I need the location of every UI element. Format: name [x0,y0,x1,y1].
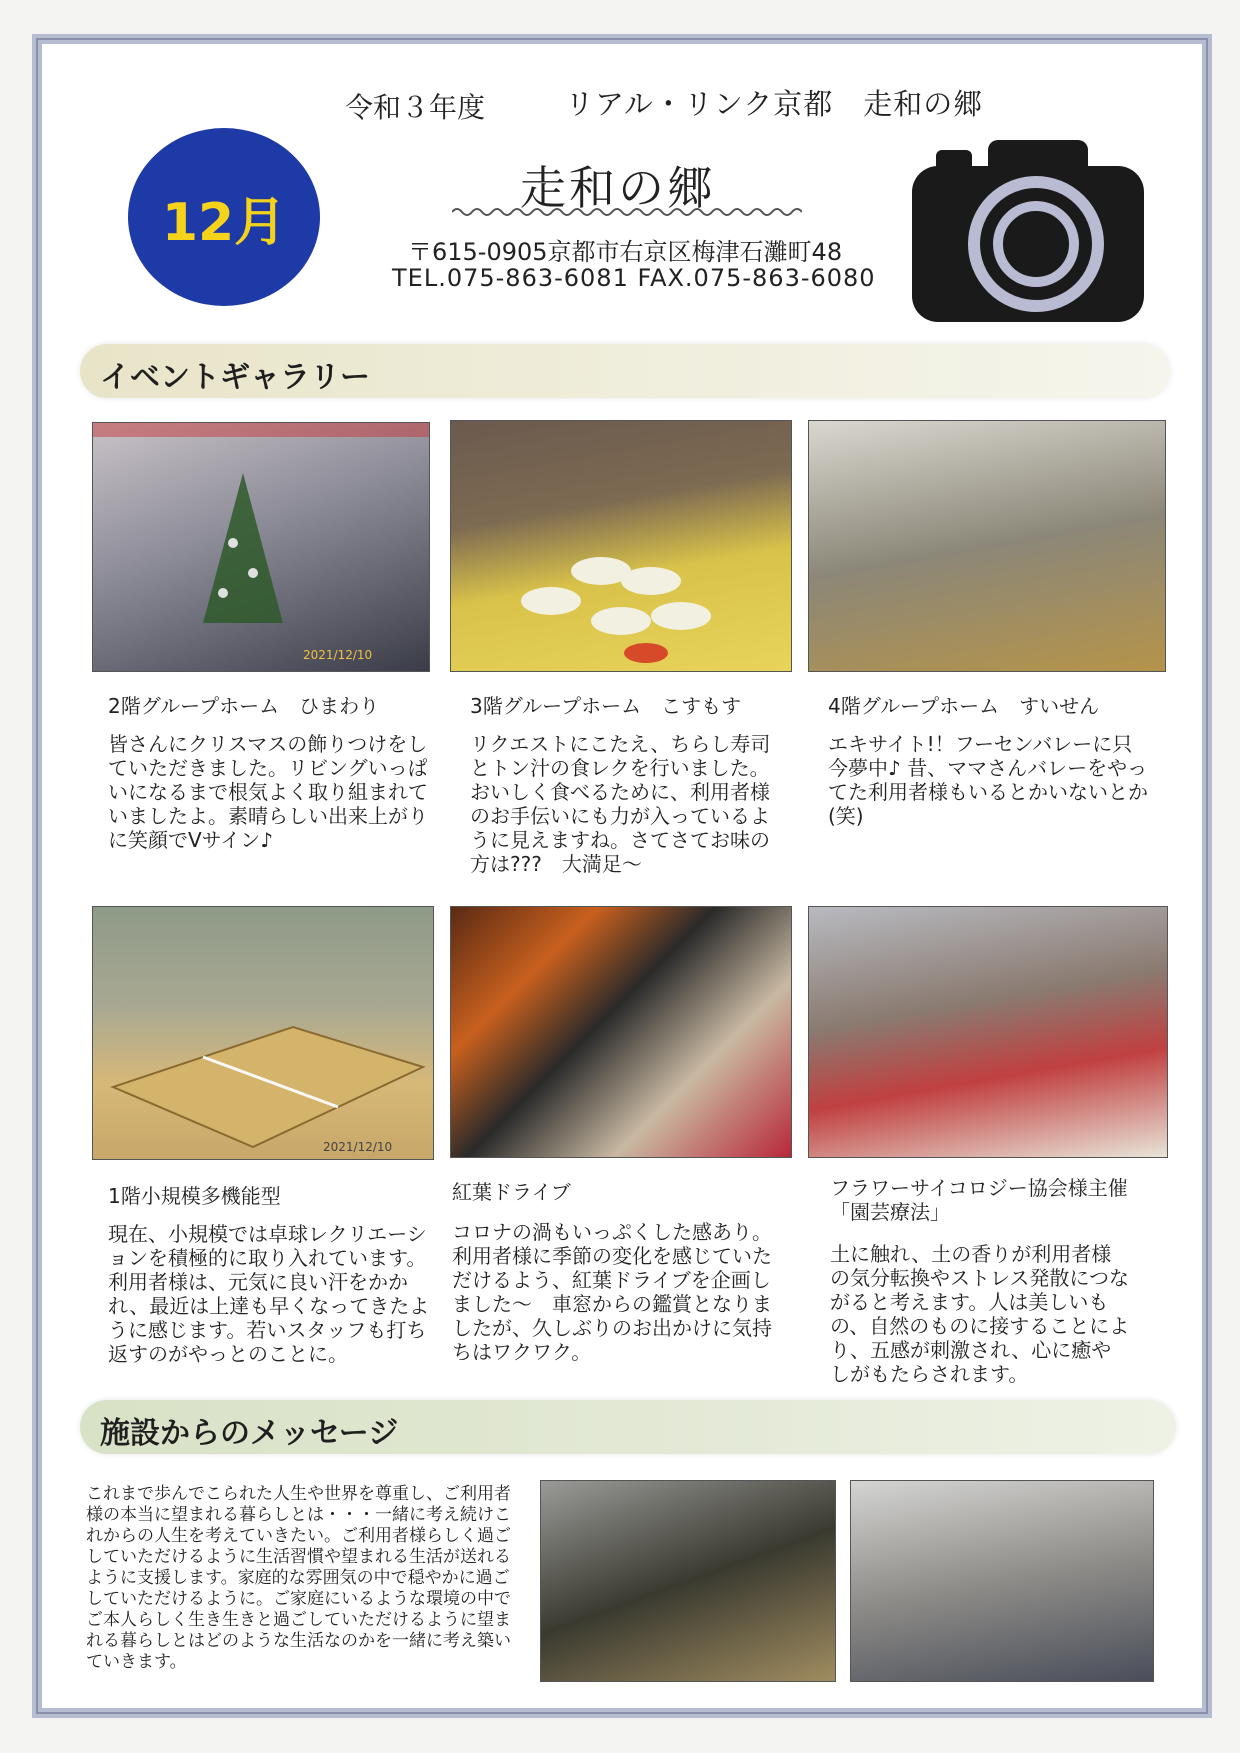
photo-entrance [540,1480,836,1682]
caption-1: 2階グループホーム ひまわり [108,694,380,718]
caption-6: フラワーサイコロジー協会様主催「園芸療法」 [830,1176,1128,1224]
message-heading: 施設からのメッセージ [100,1416,399,1451]
tel-fax: TEL.075-863-6081 FAX.075-863-6080 [392,264,876,292]
gallery-heading: イベントギャラリー [100,360,370,395]
photo-building-exterior [850,1480,1154,1682]
wavy-divider [452,206,802,218]
month-label: 12月 [161,192,287,253]
page-title: 走和の郷 [520,161,716,215]
christmas-tree-icon [93,423,429,671]
text-6: 土に触れ、土の香りが利用者様の気分転換やストレス発散につながると考えます。人は美しいもの、自然のものに接することにより、五感が刺激され、心に癒やしがもたらされます。 [830,1242,1130,1386]
facility-line: リアル・リンク京都 走和の郷 [565,87,984,121]
photo-horticultural-therapy [808,906,1168,1158]
fiscal-year: 令和３年度 [345,91,486,124]
sushi-plates-icon [451,421,791,671]
caption-3: 4階グループホーム すいせん [828,694,1100,718]
address: 〒615-0905京都市右京区梅津石灘町48 [408,238,843,266]
caption-4: 1階小規模多機能型 [108,1184,281,1208]
text-1: 皆さんにクリスマスの飾りつけをしていただきました。リビングいっぱいになるまで根気よく取り組まれていましたよ。素晴らしい出来上がりに笑顔でVサイン♪ [108,732,428,852]
caption-2: 3階グループホーム こすもす [470,694,742,718]
photo-chirashi-sushi [450,420,792,672]
ping-pong-table-icon [93,907,433,1159]
camera-icon [908,136,1148,326]
text-5: コロナの渦もいっぷくした感あり。利用者様に季節の変化を感じていただけるよう、紅葉ドライブを企画しました～ 車窓からの鑑賞となりましたが、久しぶりのお出かけに気持ちはワクワク。 [452,1220,772,1364]
photo-stamp: 2021/12/10 [323,1140,393,1154]
photo-stamp: 2021/12/10 [303,648,373,662]
month-badge [128,128,320,306]
photo-christmas-decoration [92,422,430,672]
gallery-heading-band [80,344,1170,398]
caption-5: 紅葉ドライブ [452,1180,571,1204]
text-2: リクエストにこたえ、ちらし寿司とトン汁の食レクを行いました。おいしく食べるために、利用者様のお手伝いにも力が入っているように見えますね。さてさてお味の方は??? 大満足～ [470,732,771,876]
text-3: エキサイト!！フーセンバレーに只今夢中♪ 昔、ママさんバレーをやってた利用者様もいるとかいないとか(笑) [828,732,1148,828]
photo-balloon-volleyball [808,420,1166,672]
photo-autumn-drive [450,906,792,1158]
text-4: 現在、小規模では卓球レクリエーションを積極的に取り入れています。利用者様は、元気に良い汗をかかれ、最近は上達も早くなってきたように感じます。若いスタッフも打ち返すのがやっとのことに。 [108,1222,430,1366]
message-text: これまで歩んでこられた人生や世界を尊重し、ご利用者様の本当に望まれる暮らしとは・・・一緒に考え続けこれからの人生を考えていきたい。ご利用者様らしく過ごしていただけるように生活習慣や望まれる生活が送れるように支援します。家庭的な雰囲気の中で穏やかに過ごしていただけるように。ご家庭にいるような環境の中でご本人らしく生き生きと過ごしていただけるように望まれる暮らしとはどのような生活なのかを一緒に考え築いていきます。 [86,1484,511,1672]
message-heading-band [80,1400,1176,1454]
photo-table-tennis [92,906,434,1160]
